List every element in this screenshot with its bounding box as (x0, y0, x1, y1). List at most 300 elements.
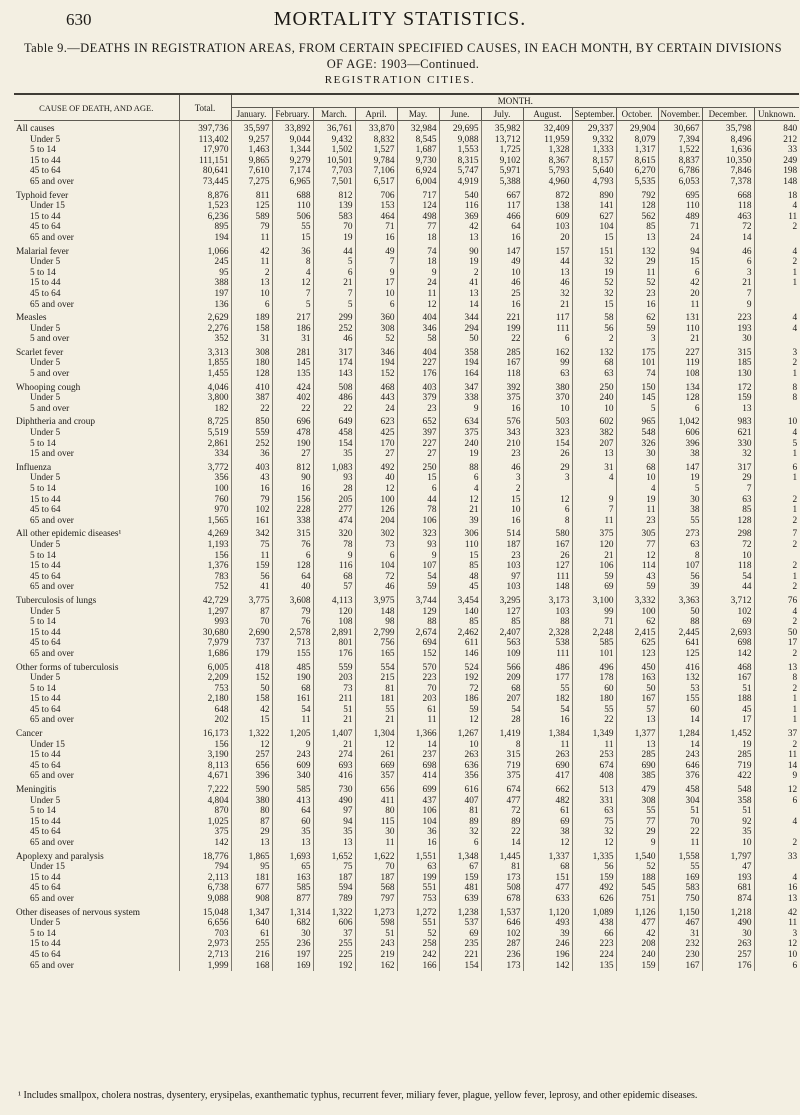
total-cell: 17,970 (179, 145, 231, 156)
month-cell (754, 827, 799, 838)
month-cell: 626 (572, 894, 616, 905)
month-cell: 1,120 (523, 905, 572, 919)
month-cell: 258 (397, 939, 439, 950)
total-cell: 80,641 (179, 166, 231, 177)
month-cell: 18 (397, 233, 439, 244)
month-cell: 14 (702, 233, 754, 244)
month-cell: 10 (572, 404, 616, 415)
month-cell: 250 (572, 380, 616, 394)
month-cell: 1 (754, 694, 799, 705)
month-cell: 61 (397, 705, 439, 716)
table-row (14, 673, 799, 684)
table-row (14, 369, 799, 380)
month-cell: 20 (658, 289, 702, 300)
month-cell: 681 (702, 883, 754, 894)
month-cell: 667 (481, 188, 523, 202)
age-group-label: Under 15 (30, 862, 65, 873)
total-cell: 760 (179, 495, 231, 506)
month-cell: 115 (355, 817, 397, 828)
month-cell: 874 (702, 894, 754, 905)
month-cell: 128 (231, 369, 272, 380)
month-cell: 1,797 (702, 849, 754, 863)
month-cell: 11 (754, 750, 799, 761)
month-cell: 299 (313, 310, 355, 324)
month-cell: 23 (481, 551, 523, 562)
month-cell: 22 (313, 404, 355, 415)
month-cell: 108 (313, 617, 355, 628)
month-cell: 56 (572, 324, 616, 335)
cause-label: Meningitis (16, 785, 57, 796)
month-cell: 170 (355, 439, 397, 450)
month-cell: 490 (702, 918, 754, 929)
month-cell: 8 (658, 551, 702, 562)
month-cell: 4 (754, 244, 799, 258)
month-cell: 5,971 (481, 166, 523, 177)
month-cell: 693 (313, 761, 355, 772)
total-cell: 2,713 (179, 950, 231, 961)
month-cell: 120 (572, 540, 616, 551)
month-cell: 33,870 (355, 121, 397, 135)
month-cell: 387 (231, 393, 272, 404)
month-cell: 22 (272, 404, 313, 415)
month-cell: 3,608 (272, 593, 313, 607)
month-cell: 252 (231, 439, 272, 450)
month-cell: 14 (658, 740, 702, 751)
month-cell: 104 (397, 817, 439, 828)
age-group-label: 5 to 14 (30, 267, 56, 278)
month-cell: 88 (397, 617, 439, 628)
month-cell: 187 (481, 540, 523, 551)
month-cell: 23 (616, 516, 658, 527)
month-cell: 12 (355, 740, 397, 751)
month-cell: 640 (231, 918, 272, 929)
month-cell: 9,102 (481, 156, 523, 167)
age-group-label: 5 and over (30, 334, 70, 345)
month-cell: 148 (754, 177, 799, 188)
month-cell: 1,083 (313, 460, 355, 474)
month-cell: 9,257 (231, 135, 272, 146)
month-cell: 81 (439, 806, 481, 817)
month-cell: 669 (355, 761, 397, 772)
month-cell: 29,337 (572, 121, 616, 135)
month-cell: 12 (272, 278, 313, 289)
month-cell: 403 (231, 460, 272, 474)
month-cell: 9 (754, 771, 799, 782)
table-row (14, 222, 799, 233)
month-cell: 72 (481, 806, 523, 817)
total-cell: 4,671 (179, 771, 231, 782)
month-cell: 75 (313, 862, 355, 873)
month-cell: 801 (313, 638, 355, 649)
month-cell: 27 (272, 449, 313, 460)
month-cell: 62 (616, 310, 658, 324)
month-header: April. (355, 108, 397, 121)
month-cell: 208 (616, 939, 658, 950)
month-cell: 382 (572, 428, 616, 439)
month-cell: 54 (702, 572, 754, 583)
month-cell: 7,394 (658, 135, 702, 146)
month-cell: 33,892 (272, 121, 313, 135)
month-cell: 6 (523, 334, 572, 345)
month-cell: 130 (702, 369, 754, 380)
month-cell: 16 (355, 233, 397, 244)
month-cell: 13 (523, 268, 572, 279)
month-cell: 514 (481, 526, 523, 540)
month-cell: 408 (572, 771, 616, 782)
month-cell: 67 (439, 862, 481, 873)
month-cell: 80 (355, 806, 397, 817)
month-cell: 217 (272, 310, 313, 324)
month-cell: 360 (355, 310, 397, 324)
month-cell: 8 (272, 257, 313, 268)
month-cell: 32 (572, 827, 616, 838)
month-cell: 75 (231, 540, 272, 551)
month-cell: 52 (616, 862, 658, 873)
month-cell: 6,924 (397, 166, 439, 177)
month-cell: 66 (572, 929, 616, 940)
month-cell: 157 (523, 244, 572, 258)
month-cell: 477 (481, 796, 523, 807)
table-row (14, 918, 799, 929)
month-cell: 80 (231, 806, 272, 817)
month-cell (754, 484, 799, 495)
month-cell: 129 (397, 607, 439, 618)
month-cell: 4 (572, 473, 616, 484)
month-cell: 111 (523, 572, 572, 583)
month-cell: 6 (523, 505, 572, 516)
month-cell: 5 (616, 404, 658, 415)
month-cell: 42 (231, 244, 272, 258)
month-cell: 110 (439, 540, 481, 551)
month-cell: 103 (523, 222, 572, 233)
month-cell: 104 (572, 222, 616, 233)
month-cell: 416 (658, 660, 702, 674)
table-row (14, 939, 799, 950)
table-row (14, 561, 799, 572)
month-cell: 1,527 (355, 145, 397, 156)
table-row (14, 473, 799, 484)
month-cell: 55 (616, 806, 658, 817)
month-cell: 6 (355, 551, 397, 562)
month-cell: 59 (572, 572, 616, 583)
month-cell: 13 (439, 289, 481, 300)
month-cell: 11 (272, 715, 313, 726)
month-cell: 59 (397, 582, 439, 593)
month-cell: 114 (616, 561, 658, 572)
month-cell: 1,452 (702, 726, 754, 740)
month-cell: 227 (397, 439, 439, 450)
age-group-label: 65 and over (30, 893, 74, 904)
month-cell: 2 (754, 540, 799, 551)
month-cell: 1,348 (439, 849, 481, 863)
month-cell: 125 (658, 649, 702, 660)
month-cell: 155 (658, 694, 702, 705)
month-cell: 11 (355, 838, 397, 849)
month-cell: 117 (523, 310, 572, 324)
month-cell: 302 (355, 526, 397, 540)
total-cell: 3,800 (179, 393, 231, 404)
cause-label: Other diseases of nervous system (16, 907, 140, 918)
month-cell: 187 (313, 873, 355, 884)
month-cell: 38 (658, 505, 702, 516)
month-cell: 63 (658, 540, 702, 551)
month-cell: 29,695 (439, 121, 481, 135)
month-cell: 811 (231, 188, 272, 202)
month-cell: 193 (702, 324, 754, 335)
month-cell: 152 (231, 673, 272, 684)
month-cell: 185 (702, 358, 754, 369)
table-row (14, 166, 799, 177)
month-cell: 9 (616, 838, 658, 849)
month-cell: 468 (355, 380, 397, 394)
month-cell: 167 (523, 540, 572, 551)
total-cell: 752 (179, 582, 231, 593)
age-group-label: 65 and over (30, 838, 74, 848)
age-group-label: 45 to 64 (30, 505, 61, 516)
month-cell: 73 (355, 540, 397, 551)
month-cell: 71 (572, 617, 616, 628)
mortality-table (14, 93, 799, 971)
month-cell: 5 (313, 257, 355, 268)
month-cell: 49 (481, 257, 523, 268)
month-cell: 249 (754, 156, 799, 167)
month-cell: 148 (355, 607, 397, 618)
age-group-label: Under 5 (30, 358, 61, 369)
month-header: Unknown. (754, 108, 799, 121)
month-cell: 53 (658, 684, 702, 695)
month-cell: 132 (658, 673, 702, 684)
month-cell: 468 (702, 660, 754, 674)
table-row (14, 334, 799, 345)
table-row (14, 516, 799, 527)
month-cell: 317 (313, 345, 355, 359)
month-cell: 2 (439, 268, 481, 279)
month-cell: 242 (397, 950, 439, 961)
month-cell (754, 334, 799, 345)
month-cell: 396 (231, 771, 272, 782)
month-cell: 36,761 (313, 121, 355, 135)
month-cell: 13 (754, 660, 799, 674)
month-cell: 22 (231, 404, 272, 415)
month-cell: 107 (397, 561, 439, 572)
month-cell: 68 (272, 684, 313, 695)
total-cell: 1,455 (179, 369, 231, 380)
total-cell: 202 (179, 715, 231, 726)
total-cell: 7,979 (179, 638, 231, 649)
month-cell: 71 (355, 222, 397, 233)
month-cell: 186 (439, 694, 481, 705)
month-header: March. (313, 108, 355, 121)
total-cell: 2,973 (179, 939, 231, 950)
month-cell: 181 (355, 694, 397, 705)
month-cell: 13 (572, 449, 616, 460)
total-cell: 1,686 (179, 649, 231, 660)
month-cell: 154 (313, 439, 355, 450)
month-cell: 7,106 (355, 166, 397, 177)
total-cell: 1,999 (179, 961, 231, 972)
month-cell: 46 (313, 334, 355, 345)
month-cell: 107 (658, 561, 702, 572)
month-cell: 21 (572, 551, 616, 562)
month-cell: 890 (572, 188, 616, 202)
month-cell: 6 (231, 300, 272, 311)
month-cell: 77 (397, 222, 439, 233)
month-cell: 209 (481, 673, 523, 684)
month-cell: 9,044 (272, 135, 313, 146)
month-cell: 17 (702, 715, 754, 726)
month-cell: 172 (702, 380, 754, 394)
table-row (14, 862, 799, 873)
table-row-cause-total (14, 188, 799, 202)
month-cell: 750 (658, 894, 702, 905)
table-row (14, 607, 799, 618)
month-cell: 1 (754, 268, 799, 279)
month-cell: 60 (272, 817, 313, 828)
month-cell: 696 (272, 414, 313, 428)
month-cell: 167 (702, 673, 754, 684)
month-cell: 404 (397, 310, 439, 324)
month-cell: 11,959 (523, 135, 572, 146)
age-group-label: 65 and over (30, 515, 74, 526)
month-cell: 317 (702, 460, 754, 474)
month-cell: 479 (616, 782, 658, 796)
month-cell: 285 (616, 750, 658, 761)
month-cell: 6,270 (616, 166, 658, 177)
month-cell: 330 (702, 439, 754, 450)
month-cell: 506 (272, 212, 313, 223)
month-cell: 493 (523, 918, 572, 929)
month-cell: 56 (658, 572, 702, 583)
month-cell: 61 (523, 806, 572, 817)
month-cell: 211 (313, 694, 355, 705)
month-cell: 1,551 (397, 849, 439, 863)
month-cell: 450 (616, 660, 658, 674)
month-cell (754, 233, 799, 244)
month-cell: 5,388 (481, 177, 523, 188)
month-cell: 35 (313, 827, 355, 838)
month-cell: 240 (439, 439, 481, 450)
month-cell: 458 (658, 782, 702, 796)
month-cell: 1 (754, 705, 799, 716)
table-row (14, 950, 799, 961)
month-cell: 150 (616, 380, 658, 394)
cause-column-header: CAUSE OF DEATH, AND AGE. (14, 94, 179, 121)
total-cell: 30,680 (179, 628, 231, 639)
month-cell: 188 (616, 873, 658, 884)
month-cell: 425 (355, 428, 397, 439)
month-cell: 751 (616, 894, 658, 905)
table-row (14, 540, 799, 551)
total-cell: 8,876 (179, 188, 231, 202)
month-cell: 6 (439, 473, 481, 484)
month-cell: 9,432 (313, 135, 355, 146)
month-cell: 252 (313, 324, 355, 335)
month-cell: 33 (754, 849, 799, 863)
month-cell: 30 (355, 827, 397, 838)
month-cell: 340 (272, 771, 313, 782)
month-cell: 2,415 (616, 628, 658, 639)
month-cell: 5 (272, 300, 313, 311)
month-cell: 179 (231, 649, 272, 660)
month-cell: 481 (439, 883, 481, 894)
table-row (14, 740, 799, 751)
month-cell: 11 (658, 838, 702, 849)
age-group-label: Under 5 (30, 134, 61, 145)
age-group-label: Under 5 (30, 539, 61, 550)
month-cell (754, 404, 799, 415)
month-cell: 6 (313, 268, 355, 279)
total-cell: 197 (179, 289, 231, 300)
month-cell: 22 (572, 715, 616, 726)
table-row (14, 705, 799, 716)
month-cell: 589 (231, 212, 272, 223)
month-cell: 9 (397, 268, 439, 279)
month-cell: 12 (231, 740, 272, 751)
month-cell: 158 (231, 694, 272, 705)
month-cell: 69 (702, 617, 754, 628)
month-cell: 21 (313, 278, 355, 289)
month-cell: 142 (702, 649, 754, 660)
month-cell: 965 (616, 414, 658, 428)
month-cell: 50 (231, 684, 272, 695)
month-cell: 548 (616, 428, 658, 439)
month-cell: 17 (754, 638, 799, 649)
month-cell: 8,496 (702, 135, 754, 146)
month-cell: 51 (702, 684, 754, 695)
table-row-cause-total (14, 414, 799, 428)
month-cell: 2 (754, 358, 799, 369)
month-cell: 204 (355, 516, 397, 527)
month-cell: 31 (572, 460, 616, 474)
month-cell: 23 (397, 404, 439, 415)
month-cell: 753 (397, 894, 439, 905)
month-cell: 3,712 (702, 593, 754, 607)
month-cell: 7,174 (272, 166, 313, 177)
month-cell: 674 (481, 782, 523, 796)
month-cell: 104 (355, 561, 397, 572)
month-cell: 13 (754, 894, 799, 905)
month-cell: 26 (523, 449, 572, 460)
month-cell: 176 (397, 369, 439, 380)
month-cell: 9,730 (397, 156, 439, 167)
month-cell: 100 (616, 607, 658, 618)
month-cell: 162 (523, 345, 572, 359)
month-cell: 21 (658, 334, 702, 345)
month-cell: 35 (313, 449, 355, 460)
month-cell: 677 (231, 883, 272, 894)
month-cell: 72 (702, 222, 754, 233)
month-cell: 207 (572, 439, 616, 450)
month-cell: 215 (355, 673, 397, 684)
month-cell: 52 (572, 278, 616, 289)
month-cell: 3,975 (355, 593, 397, 607)
month-cell: 3,332 (616, 593, 658, 607)
month-cell: 6,786 (658, 166, 702, 177)
month-cell: 554 (355, 660, 397, 674)
month-cell: 11 (523, 740, 572, 751)
month-cell: 13 (439, 233, 481, 244)
month-cell: 548 (702, 782, 754, 796)
month-cell: 3,775 (231, 593, 272, 607)
month-cell: 46 (702, 244, 754, 258)
month-cell: 246 (523, 939, 572, 950)
month-cell: 7 (355, 257, 397, 268)
month-cell: 64 (481, 222, 523, 233)
month-cell: 346 (397, 324, 439, 335)
total-cell: 6,005 (179, 660, 231, 674)
month-cell: 243 (355, 939, 397, 950)
age-group-label: 5 to 14 (30, 683, 56, 694)
